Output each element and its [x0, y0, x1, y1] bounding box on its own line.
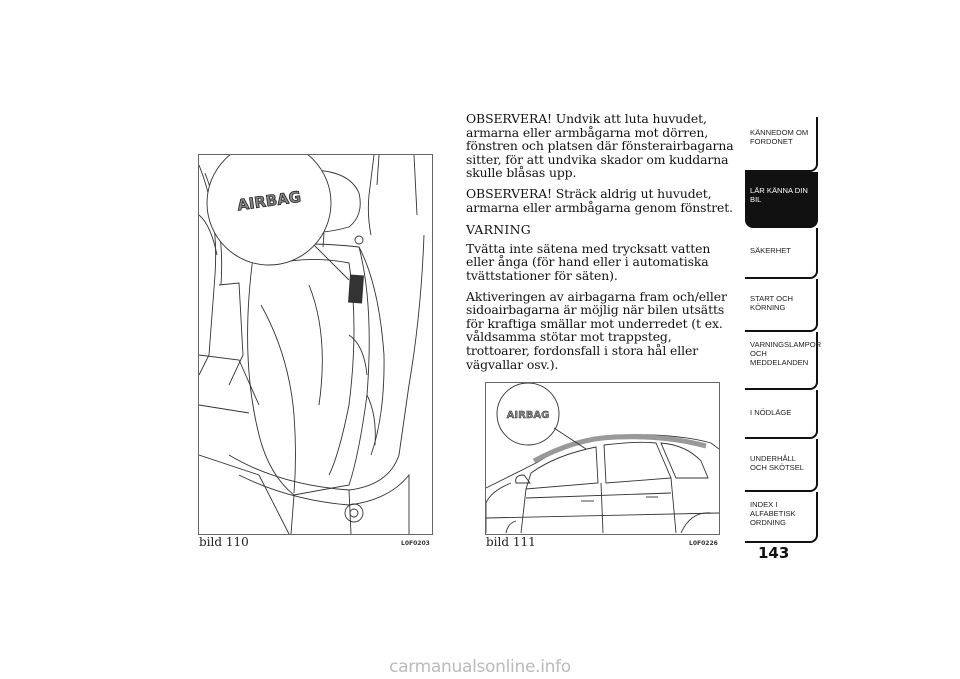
warning-heading: VARNING — [466, 222, 531, 238]
tab-kannedom-om-fordonet[interactable]: KÄNNEDOM OM FORDONET — [745, 117, 818, 172]
airbag-label-111: AIRBAG — [506, 410, 550, 421]
tab-underhall-och-skotsel[interactable]: UNDERHÅLL OCH SKÖTSEL — [745, 439, 818, 492]
warning-paragraph-1: Tvätta inte sätena med trycksatt vatten eller ånga (för hand eller i automatiska tvättstationer för säten). — [466, 240, 711, 283]
figure-caption-110: bild 110 — [199, 535, 249, 549]
paragraph-observera-2: OBSERVERA! Sträck aldrig ut huvudet, armarna eller armbågarna genom fönstret. — [466, 185, 733, 215]
chapter-tabs — [745, 117, 822, 543]
paragraph-observera-1: OBSERVERA! Undvik att luta huvudet, armarna eller armbågarna mot dörren, fönstren och platsen där fönsterairbagarna sitter, för att undvika skador om kuddarna skulle blåsas upp. — [466, 111, 734, 181]
figure-caption-111: bild 111 — [486, 535, 536, 549]
airbag-label-110: AIRBAG — [236, 187, 303, 215]
tab-varningslampor[interactable]: VARNINGSLAMPOR OCH MEDDELANDEN — [745, 332, 818, 390]
tab-index[interactable]: INDEX I ALFABETISK ORDNING — [745, 492, 818, 543]
body-text — [466, 112, 738, 378]
figure-code-110: L0F0203 — [401, 540, 430, 547]
tab-sakerhet[interactable]: SÄKERHET — [745, 228, 818, 279]
page-number: 143 — [758, 544, 790, 562]
warning-paragraph-2: Aktiveringen av airbagarna fram och/eller sidoairbagarna är möjlig när bilen utsätts för kraftiga smällar mot underredet (t ex. våldsamma stötar mot trappsteg, trottoarer, fordonsfall i stora hål eller vägvallar osv.). — [466, 288, 727, 372]
tab-lar-kanna-din-bil[interactable]: LÄR KÄNNA DIN BIL — [745, 172, 818, 228]
tab-i-nodlage[interactable]: I NÖDLÄGE — [745, 390, 818, 439]
figure-seat-airbag — [198, 154, 433, 535]
watermark: carmanualsonline.info — [389, 657, 571, 677]
tab-start-och-korning[interactable]: START OCH KÖRNING — [745, 279, 818, 332]
figure-car-airbag — [485, 382, 720, 535]
figure-code-111: L0F0226 — [689, 540, 718, 547]
